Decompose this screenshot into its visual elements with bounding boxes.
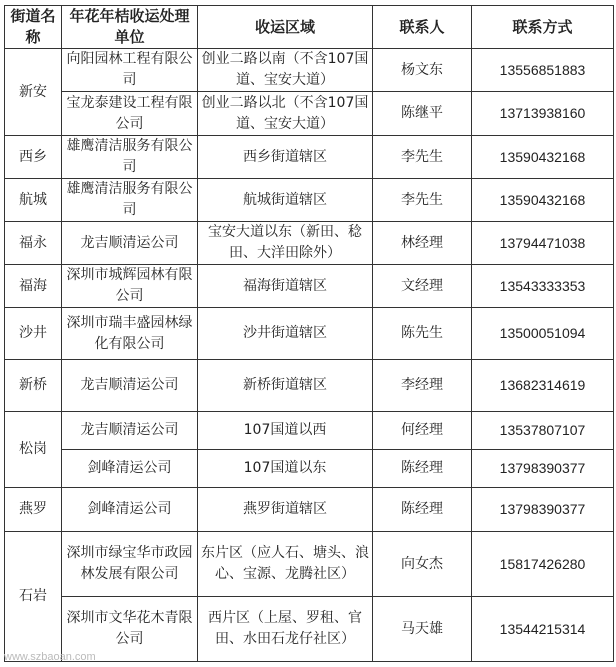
table-row: [5, 222, 614, 265]
contact-cell: 何经理: [373, 412, 472, 450]
table-row: [5, 360, 614, 412]
table-row: [5, 265, 614, 308]
area-cell: 沙井街道辖区: [198, 308, 373, 360]
watermark: www.szbaoan.com: [4, 651, 96, 663]
area-cell: 航城街道辖区: [198, 179, 373, 222]
contact-cell: 林经理: [373, 222, 472, 265]
contact-cell: 向女杰: [373, 532, 472, 597]
district-cell: 新桥: [5, 360, 62, 412]
contact-cell: 陈继平: [373, 92, 472, 136]
header-phone: 联系方式: [472, 6, 614, 49]
district-cell: 西乡: [5, 136, 62, 179]
area-cell: 西乡街道辖区: [198, 136, 373, 179]
table-row: [5, 412, 614, 450]
contact-cell: 马天雄: [373, 597, 472, 662]
table-row: [5, 92, 614, 136]
table-row: [5, 488, 614, 532]
area-cell: 107国道以东: [198, 450, 373, 488]
table-row: [5, 532, 614, 597]
company-cell: 向阳园林工程有限公司: [62, 49, 198, 92]
phone-cell: 13590432168: [472, 136, 614, 179]
collection-table: [4, 5, 614, 662]
table-row: [5, 308, 614, 360]
area-cell: 福海街道辖区: [198, 265, 373, 308]
area-cell: 宝安大道以东（新田、稔田、大洋田除外）: [198, 222, 373, 265]
district-cell: 福永: [5, 222, 62, 265]
company-cell: 剑峰清运公司: [62, 450, 198, 488]
table-row: [5, 136, 614, 179]
district-cell: 福海: [5, 265, 62, 308]
area-cell: 创业二路以北（不含107国道、宝安大道）: [198, 92, 373, 136]
contact-cell: 李先生: [373, 136, 472, 179]
phone-cell: 13500051094: [472, 308, 614, 360]
company-cell: 剑峰清运公司: [62, 488, 198, 532]
phone-cell: 13543333353: [472, 265, 614, 308]
company-cell: 龙吉顺清运公司: [62, 412, 198, 450]
district-cell: 沙井: [5, 308, 62, 360]
header-area: 收运区域: [198, 6, 373, 49]
contact-cell: 陈先生: [373, 308, 472, 360]
area-cell: 107国道以西: [198, 412, 373, 450]
area-cell: 创业二路以南（不含107国道、宝安大道）: [198, 49, 373, 92]
phone-cell: 13798390377: [472, 450, 614, 488]
company-cell: 深圳市瑞丰盛园林绿化有限公司: [62, 308, 198, 360]
contact-cell: 陈经理: [373, 450, 472, 488]
phone-cell: 13713938160: [472, 92, 614, 136]
phone-cell: 13537807107: [472, 412, 614, 450]
phone-cell: 13544215314: [472, 597, 614, 662]
company-cell: 龙吉顺清运公司: [62, 222, 198, 265]
contact-cell: 杨文东: [373, 49, 472, 92]
header-contact: 联系人: [373, 6, 472, 49]
area-cell: 东片区（应人石、塘头、浪心、宝源、龙腾社区）: [198, 532, 373, 597]
contact-cell: 李经理: [373, 360, 472, 412]
phone-cell: 13798390377: [472, 488, 614, 532]
phone-cell: 13682314619: [472, 360, 614, 412]
district-cell: 石岩: [5, 532, 62, 662]
table-row: [5, 450, 614, 488]
district-cell: 燕罗: [5, 488, 62, 532]
contact-cell: 陈经理: [373, 488, 472, 532]
header-company: 年花年桔收运处理单位: [62, 6, 198, 49]
area-cell: 新桥街道辖区: [198, 360, 373, 412]
company-cell: 深圳市城辉园林有限公司: [62, 265, 198, 308]
district-cell: 松岗: [5, 412, 62, 488]
company-cell: 宝龙泰建设工程有限公司: [62, 92, 198, 136]
phone-cell: 13590432168: [472, 179, 614, 222]
company-cell: 雄鹰清洁服务有限公司: [62, 179, 198, 222]
company-cell: 龙吉顺清运公司: [62, 360, 198, 412]
table-row: [5, 49, 614, 92]
company-cell: 深圳市文华花木青限公司: [62, 597, 198, 662]
district-cell: 航城: [5, 179, 62, 222]
phone-cell: 13556851883: [472, 49, 614, 92]
company-cell: 深圳市绿宝华市政园林发展有限公司: [62, 532, 198, 597]
header-district: 街道名称: [5, 6, 62, 49]
contact-cell: 文经理: [373, 265, 472, 308]
table-row: [5, 179, 614, 222]
district-cell: 新安: [5, 49, 62, 136]
company-cell: 雄鹰清洁服务有限公司: [62, 136, 198, 179]
area-cell: 西片区（上屋、罗租、官田、水田石龙仔社区）: [198, 597, 373, 662]
header-row: [5, 6, 614, 49]
area-cell: 燕罗街道辖区: [198, 488, 373, 532]
phone-cell: 15817426280: [472, 532, 614, 597]
contact-cell: 李先生: [373, 179, 472, 222]
phone-cell: 13794471038: [472, 222, 614, 265]
